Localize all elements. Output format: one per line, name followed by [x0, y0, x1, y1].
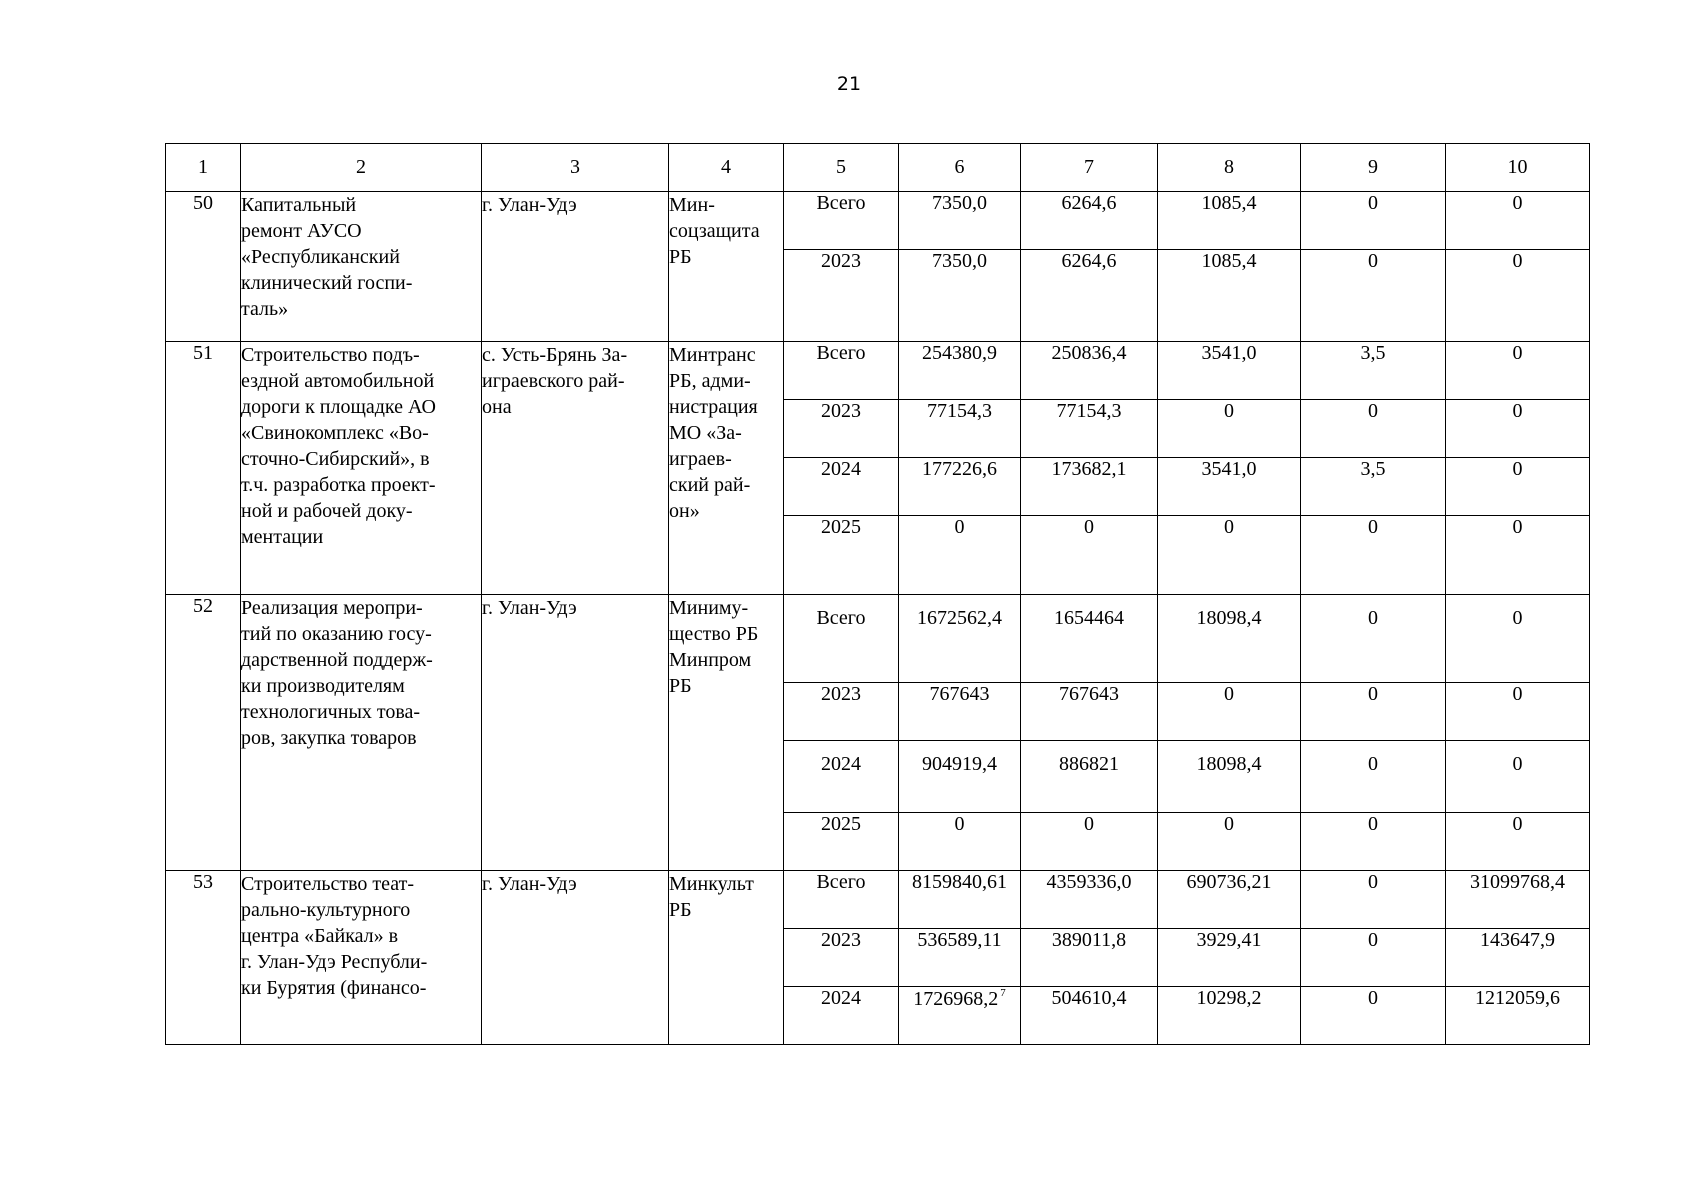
project-name-line: «Свинокомплекс «Во-: [241, 422, 429, 444]
year-label: 2023: [784, 250, 899, 342]
value-cell: 0: [1301, 987, 1446, 1045]
column-header: 5: [784, 144, 899, 192]
value-cell: 767643: [899, 683, 1021, 741]
value-cell: 250836,4: [1021, 342, 1158, 400]
value-cell: 0: [1446, 250, 1590, 342]
place-line: она: [482, 396, 512, 418]
year-label: Всего: [784, 192, 899, 250]
value-cell: 0: [1301, 516, 1446, 595]
value-cell: 0: [1301, 250, 1446, 342]
executor-line: РБ, адми-: [669, 370, 751, 392]
project-place: [482, 342, 669, 595]
year-label: Всего: [784, 342, 899, 400]
value-cell: 389011,8: [1021, 929, 1158, 987]
value-cell: 0: [1301, 400, 1446, 458]
year-label: 2025: [784, 516, 899, 595]
project-executor: [669, 595, 784, 871]
value-cell: 0: [1446, 813, 1590, 871]
value-cell: 0: [1446, 458, 1590, 516]
executor-line: соцзащита: [669, 220, 760, 242]
footnote-marker: 7: [1000, 987, 1006, 999]
value-cell: 536589,11: [899, 929, 1021, 987]
project-name: [241, 871, 482, 1045]
value-cell: 0: [1158, 813, 1301, 871]
year-label: 2023: [784, 929, 899, 987]
value-cell: 0: [1446, 595, 1590, 683]
project-name-line: ки производителям: [241, 675, 405, 697]
executor-line: РБ: [669, 246, 692, 268]
year-label: 2023: [784, 683, 899, 741]
project-name-line: центра «Байкал» в: [241, 925, 399, 947]
year-label: Всего: [784, 595, 899, 683]
value-cell: 1085,4: [1158, 192, 1301, 250]
project-name-line: Строительство подъ-: [241, 344, 420, 366]
column-header: 4: [669, 144, 784, 192]
executor-line: щество РБ: [669, 623, 759, 645]
value-cell: 0: [1021, 813, 1158, 871]
table-row: [166, 871, 1590, 929]
value-cell: 0: [1158, 516, 1301, 595]
value-cell: 18098,4: [1158, 741, 1301, 813]
value-cell: 6264,6: [1021, 192, 1158, 250]
value-cell: 4359336,0: [1021, 871, 1158, 929]
place-line: г. Улан-Удэ: [482, 597, 577, 619]
value-cell: 6264,6: [1021, 250, 1158, 342]
value-text: 1726968,2: [913, 988, 999, 1010]
project-name: [241, 595, 482, 871]
column-header: 3: [482, 144, 669, 192]
value-cell: 886821: [1021, 741, 1158, 813]
project-name-line: «Республиканский: [241, 246, 400, 268]
value-cell: 0: [1446, 400, 1590, 458]
value-cell: 0: [1301, 683, 1446, 741]
header-row: [166, 144, 1590, 192]
executor-line: он»: [669, 500, 700, 522]
value-cell: 0: [899, 516, 1021, 595]
value-cell: 1212059,6: [1446, 987, 1590, 1045]
place-line: г. Улан-Удэ: [482, 194, 577, 216]
value-cell: 7350,0: [899, 250, 1021, 342]
project-name-line: ной и рабочей доку-: [241, 500, 413, 522]
value-cell: 173682,1: [1021, 458, 1158, 516]
value-cell: 3541,0: [1158, 458, 1301, 516]
value-cell: 7350,0: [899, 192, 1021, 250]
place-line: с. Усть-Брянь За-: [482, 344, 628, 366]
year-label: 2024: [784, 741, 899, 813]
value-cell: 0: [1301, 741, 1446, 813]
column-header: 6: [899, 144, 1021, 192]
value-cell: 0: [899, 813, 1021, 871]
place-line: играевского рай-: [482, 370, 625, 392]
project-name-line: Капитальный: [241, 194, 357, 216]
executor-line: Миниму-: [669, 597, 749, 619]
project-name-line: Строительство теат-: [241, 873, 415, 895]
value-cell: 3,5: [1301, 342, 1446, 400]
column-header: 9: [1301, 144, 1446, 192]
value-cell: 767643: [1021, 683, 1158, 741]
value-cell: 0: [1446, 683, 1590, 741]
value-cell: 3929,41: [1158, 929, 1301, 987]
row-number: 53: [166, 871, 241, 1045]
table-row: [166, 595, 1590, 683]
year-label: 2024: [784, 458, 899, 516]
row-number: 52: [166, 595, 241, 871]
year-label: Всего: [784, 871, 899, 929]
value-cell: 690736,21: [1158, 871, 1301, 929]
value-cell: 904919,4: [899, 741, 1021, 813]
project-name-line: ментации: [241, 526, 324, 548]
value-cell: 0: [1301, 929, 1446, 987]
project-name-line: г. Улан-Удэ Республи-: [241, 951, 428, 973]
project-name-line: технологичных това-: [241, 701, 421, 723]
executor-line: Мин-: [669, 194, 715, 216]
project-name-line: рально-культурного: [241, 899, 411, 921]
project-name-line: дороги к площадке АО: [241, 396, 436, 418]
executor-line: Минтранс: [669, 344, 756, 366]
project-name: [241, 342, 482, 595]
value-cell: 1672562,4: [899, 595, 1021, 683]
value-cell: 31099768,4: [1446, 871, 1590, 929]
table-row: [166, 192, 1590, 250]
data-table: [165, 143, 1590, 1045]
project-name-line: ки Бурятия (финансо-: [241, 977, 427, 999]
value-cell: 0: [1158, 400, 1301, 458]
column-header: 1: [166, 144, 241, 192]
value-cell: 77154,3: [1021, 400, 1158, 458]
value-cell: 3,5: [1301, 458, 1446, 516]
column-header: 2: [241, 144, 482, 192]
value-cell: 0: [1158, 683, 1301, 741]
value-cell: 0: [1301, 192, 1446, 250]
project-place: [482, 871, 669, 1045]
value-cell: 177226,6: [899, 458, 1021, 516]
project-name-line: сточно-Сибирский», в: [241, 448, 430, 470]
column-header: 8: [1158, 144, 1301, 192]
table-row: [166, 342, 1590, 400]
value-cell: 0: [1446, 342, 1590, 400]
executor-line: МО «За-: [669, 422, 742, 444]
place-line: г. Улан-Удэ: [482, 873, 577, 895]
project-name-line: дарственной поддерж-: [241, 649, 433, 671]
column-header: 7: [1021, 144, 1158, 192]
executor-line: Минкульт: [669, 873, 754, 895]
value-cell: 10298,2: [1158, 987, 1301, 1045]
executor-line: нистрация: [669, 396, 758, 418]
value-cell: 504610,4: [1021, 987, 1158, 1045]
value-cell: 77154,3: [899, 400, 1021, 458]
project-name-line: Реализация меропри-: [241, 597, 423, 619]
value-cell: 0: [1301, 813, 1446, 871]
column-header: 10: [1446, 144, 1590, 192]
row-number: 50: [166, 192, 241, 342]
value-cell: 1654464: [1021, 595, 1158, 683]
project-place: [482, 192, 669, 342]
value-cell: 18098,4: [1158, 595, 1301, 683]
project-place: [482, 595, 669, 871]
executor-line: Минпром: [669, 649, 752, 671]
project-name-line: тий по оказанию госу-: [241, 623, 432, 645]
value-cell: 0: [1021, 516, 1158, 595]
project-name-line: т.ч. разработка проект-: [241, 474, 436, 496]
executor-line: ский рай-: [669, 474, 751, 496]
executor-line: РБ: [669, 675, 692, 697]
project-executor: [669, 192, 784, 342]
value-cell-with-footnote: [899, 987, 1021, 1045]
value-cell: 3541,0: [1158, 342, 1301, 400]
row-number: 51: [166, 342, 241, 595]
project-name-line: ездной автомобильной: [241, 370, 435, 392]
value-cell: 254380,9: [899, 342, 1021, 400]
project-name-line: клинический госпи-: [241, 272, 413, 294]
project-name-line: таль»: [241, 298, 289, 320]
value-cell: 1085,4: [1158, 250, 1301, 342]
project-executor: [669, 342, 784, 595]
executor-line: играев-: [669, 448, 732, 470]
value-cell: 143647,9: [1446, 929, 1590, 987]
value-cell: 0: [1446, 192, 1590, 250]
value-cell: 0: [1446, 516, 1590, 595]
value-cell: 8159840,61: [899, 871, 1021, 929]
value-cell: 0: [1301, 595, 1446, 683]
page-number: 21: [836, 73, 862, 95]
executor-line: РБ: [669, 899, 692, 921]
project-name-line: ремонт АУСО: [241, 220, 362, 242]
value-cell: 0: [1301, 871, 1446, 929]
year-label: 2025: [784, 813, 899, 871]
project-executor: [669, 871, 784, 1045]
value-cell: 0: [1446, 741, 1590, 813]
year-label: 2024: [784, 987, 899, 1045]
project-name: [241, 192, 482, 342]
year-label: 2023: [784, 400, 899, 458]
project-name-line: ров, закупка товаров: [241, 727, 417, 749]
